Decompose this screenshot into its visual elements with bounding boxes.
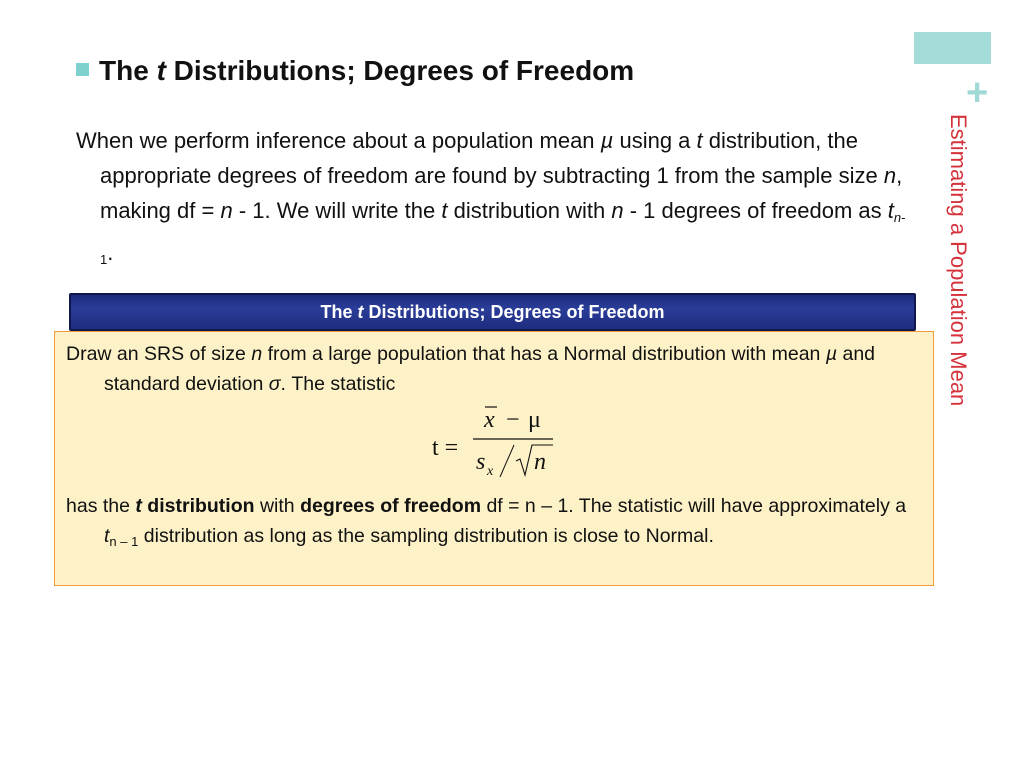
formula-s: s <box>476 449 486 475</box>
title-text: The <box>99 55 157 86</box>
formula-graphic <box>416 403 616 485</box>
definition-box-header: The t Distributions; Degrees of Freedom <box>69 293 916 331</box>
page-title <box>76 55 634 87</box>
side-title: Estimating a Population Mean <box>946 114 971 407</box>
definition-box <box>54 331 934 586</box>
intro-paragraph: When we perform inference about a population mean µ using a t distribution, the appropriate degrees of freedom are found by subtracting 1 from the sample size n, making df = n - 1. We will write the t distribution with n - 1 degrees of freedom as $t_{n-1}$. <box>76 128 906 267</box>
title-text-rest: Distributions; Degrees of Freedom <box>165 55 635 86</box>
formula-lhs: t = <box>432 435 459 461</box>
formula-slash <box>500 445 514 477</box>
teal-accent-bar <box>914 32 991 64</box>
definition-paragraph-1: Draw an SRS of size n from a large population that has a Normal distribution with mean µ and standard deviation σ. The statistic <box>66 343 876 395</box>
plus-icon: + <box>966 72 989 114</box>
definition-paragraph-2: has the t distribution with degrees of freedom df = n – 1. The statistic will have approximately a $t_{n - 1}$ distribution as long as the sampling distribution is close to Normal. <box>66 495 907 549</box>
formula-xbar: x <box>484 407 495 433</box>
title-t: t <box>156 55 166 86</box>
formula-n: n <box>534 449 546 475</box>
formula-mu: μ <box>528 407 541 433</box>
formula-minus: − <box>506 407 520 433</box>
square-bullet-icon <box>76 63 89 76</box>
t-statistic-formula <box>66 403 923 485</box>
formula-s-sub: x <box>487 464 494 479</box>
